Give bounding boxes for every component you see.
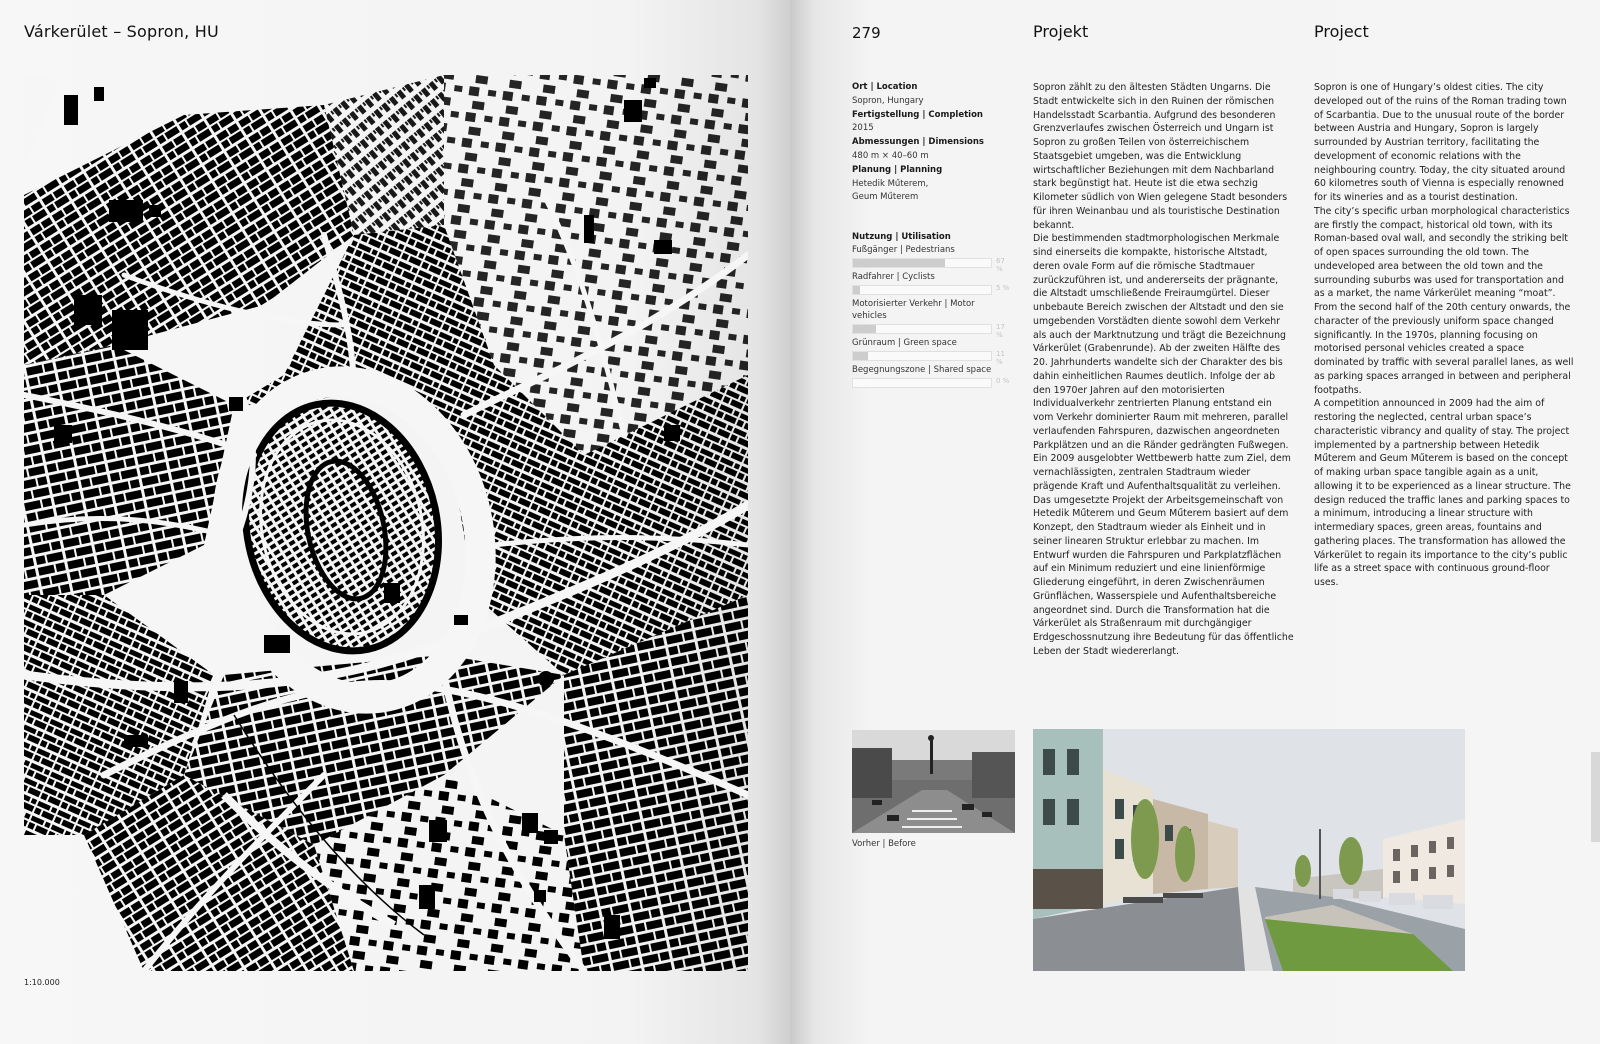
usage-item — [852, 337, 1012, 366]
meta-dimensions-label: Abmessungen | Dimensions — [852, 137, 984, 148]
body-text-english — [1314, 81, 1576, 590]
meta-location-value: Sopron, Hungary — [852, 95, 924, 106]
project-meta — [852, 81, 1012, 205]
usage-bar-track — [852, 285, 992, 295]
heading-project: Project — [1314, 22, 1369, 41]
photo-before-image — [852, 730, 1015, 833]
usage-bar-track — [852, 258, 992, 268]
meta-completion-value: 2015 — [852, 123, 874, 134]
meta-dimensions-value: 480 m × 40–60 m — [852, 150, 929, 161]
usage-bar-row — [852, 322, 1012, 339]
usage-chart — [852, 232, 1012, 391]
usage-bar-percent: 0 % — [996, 377, 1010, 385]
paragraph-en-1: Sopron is one of Hungary’s oldest cities. The city developed out of the ruins of the Roman trading town of Scarbantia. Due to the unusual route of the border between Austria and Hungary, Sopron is largely surrounded by Austrian territory, facilitating the development of economic relations with the neighbouring country. Today, the city situated around 60 kilometres south of Vienna is especially renowned for its wineries and as a tourist destination. — [1314, 82, 1567, 203]
usage-bar-fill — [853, 286, 860, 294]
meta-planning-value-2: Geum Műterem — [852, 192, 919, 203]
meta-completion-label: Fertigstellung | Completion — [852, 109, 983, 120]
usage-item-label: Radfahrer | Cyclists — [852, 272, 935, 282]
usage-list — [852, 244, 1012, 388]
usage-item-label: Begegnungszone | Shared space — [852, 365, 992, 375]
usage-bar-track — [852, 351, 992, 361]
usage-bar-percent: 11 % — [996, 350, 1005, 366]
usage-bar-percent: 17 % — [996, 323, 1005, 339]
usage-title: Nutzung | Utilisation — [852, 232, 951, 242]
photo-after-image — [1033, 729, 1465, 971]
usage-bar-percent: 67 % — [996, 257, 1005, 273]
photo-after — [1033, 729, 1465, 971]
usage-bar-row — [852, 349, 1012, 366]
meta-location-label: Ort | Location — [852, 82, 918, 92]
heading-projekt: Projekt — [1033, 22, 1089, 41]
meta-planning-label: Planung | Planning — [852, 164, 943, 175]
usage-bar-fill — [853, 259, 945, 267]
page-number: 279 — [852, 24, 881, 42]
paragraph-de-1: Sopron zählt zu den ältesten Städten Ungarns. Die Stadt entwickelte sich in den Ruinen der römischen Handelsstadt Scarbantia. Aufgrund des besonderen Grenzverlaufes zwischen Österreich und Ungarn ist Sopron zu großen Teilen von österreichischem Staatsgebiet umgeben, was die Entwicklung wirtschaftlicher Beziehungen mit dem Nachbarland stark begünstigt hat. Heute ist die etwa sechzig Kilometer südlich von Wien gelegene Stadt besonders für ihren Weinanbau und als touristische Destination bekannt. — [1033, 82, 1288, 231]
meta-planning-value: Hetedik Műterem, — [852, 178, 929, 189]
usage-item-label: Fußgänger | Pedestrians — [852, 245, 955, 255]
photo-before — [852, 730, 1015, 833]
map-scale: 1:10.000 — [24, 978, 60, 987]
usage-bar-fill — [853, 325, 876, 333]
usage-item-label: Grünraum | Green space — [852, 338, 957, 348]
usage-item-label: Motorisierter Verkehr | Motor vehicles — [852, 299, 975, 321]
usage-bar-track — [852, 324, 992, 334]
usage-bar-row — [852, 376, 1012, 388]
usage-bar-fill — [853, 352, 868, 360]
left-page — [0, 0, 790, 1044]
usage-bar-percent: 5 % — [996, 284, 1010, 292]
body-text-german — [1033, 81, 1295, 659]
usage-item — [852, 364, 1012, 388]
usage-bar-track — [852, 378, 992, 388]
figure-ground-map — [24, 75, 748, 971]
usage-bar-row — [852, 256, 1012, 273]
paragraph-en-3: A competition announced in 2009 had the aim of restoring the neglected, central urban space’s characteristic vibrancy and quality of stay. The project implemented by a partnership between Hetedik Műterem and Geum Műterem is based on the concept of making urban space tangible again as a unit, allowing it to be experienced as a linear structure. The design reduced the traffic lanes and parking spaces to a minimum, introducing a linear structure with intermediary spaces, green areas, fountains and gathering places. The transformation has allowed the Várkerület to regain its importance to the city’s public life as a street space with continuous ground-floor uses. — [1314, 398, 1571, 588]
page-edge-marker — [1591, 752, 1600, 842]
photo-caption: Vorher | Before — [852, 839, 916, 849]
usage-item — [852, 271, 1012, 295]
usage-bar-row — [852, 283, 1012, 295]
paragraph-en-2: The city’s specific urban morphological characteristics are firstly the compact, historical old town, with its Roman-based oval wall, and secondly the striking belt of open spaces surrounding the old town. The undeveloped area between the old town and the surrounding suburbs was used for transportation and as a market, the name Várkerület meaning “moat”. From the second half of the 20th century onwards, the character of the previously uniform space changed significantly. In the 1970s, planning focusing on motorised personal vehicles created a space dominated by traffic with several parallel lanes, as well as parking spaces arranged in between and peripheral footpaths. — [1314, 205, 1574, 396]
page-title: Várkerület – Sopron, HU — [24, 22, 219, 41]
paragraph-de-3: Ein 2009 ausgelobter Wettbewerb hatte zum Ziel, dem vernachlässigten, zentralen Stadtraum wieder prägende Kraft und Aufenthaltsqualität zu verleihen. Das umgesetzte Projekt der Arbeitsgemeinschaft von Hetedik Műterem und Geum Műterem basiert auf dem Konzept, den Stadtraum wieder als Einheit und in seiner linearen Struktur erlebbar zu machen. Im Entwurf wurden die Fahrspuren und Parkplatzflächen auf ein Minimum reduziert und eine linienförmige Gliederung eingeführt, in deren Zwischenräumen Grünflächen, Wasserspiele und Aufenthaltsbereiche angeordnet sind. Durch die Transformation hat die Várkerület als Straßenraum mit durchgängiger Erdgeschossnutzung ihre Bedeutung für das öffentliche Leben der Stadt wiedererlangt. — [1033, 453, 1294, 657]
paragraph-de-2: Die bestimmenden stadtmorphologischen Merkmale sind einerseits die kompakte, historische Altstadt, deren ovale Form auf die römische Stadtmauer zurückzuführen ist, und andererseits der prägnante, die Altstadt umschließende Freiraumgürtel. Dieser unbebaute Bereich zwischen der Altstadt und den sie umgebenden Vorstädten diente sowohl dem Verkehr als auch der Marktnutzung und trägt die Bezeichnung Várkerület (Grabenrunde). Ab der zweiten Hälfte des 20. Jahrhunderts wandelte sich der Charakter des bis dahin einheitlichen Raumes deutlich. Infolge der ab den 1970er Jahren auf den motorisierten Individualverkehr zentrierten Planung entstand ein vom Verkehr dominierter Raum mit mehreren, parallel verlaufenden Fahrspuren, dazwischen angeordneten Parkplätzen und an die Ränder gedrängten Fußwegen. — [1033, 233, 1289, 451]
usage-item — [852, 298, 1012, 339]
usage-item — [852, 244, 1012, 273]
